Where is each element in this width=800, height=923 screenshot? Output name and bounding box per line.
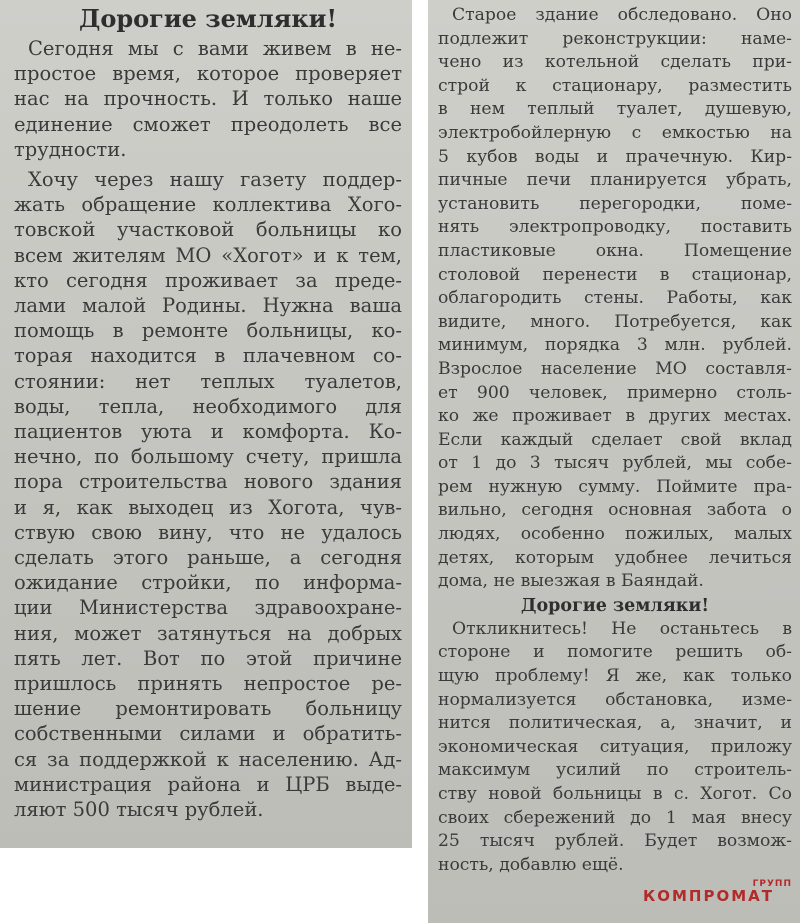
text-line: нас на прочность. И только наше	[14, 87, 402, 111]
text-line: трудности.	[14, 137, 127, 161]
text-line: минимум, порядка 3 млн. рублей.	[438, 335, 792, 356]
text-line: 5 кубов воды и прачечную. Кир-	[438, 146, 792, 167]
column-subheading: Дорогие земляки!	[520, 595, 710, 616]
text-line: детях, которым удобнее лечиться	[438, 547, 792, 568]
text-line: установить перегородки, поме-	[438, 193, 792, 214]
text-line: нечно, по большому счету, пришла	[14, 445, 402, 469]
column-heading: Дорогие земляки!	[78, 4, 338, 33]
text-line: облагородить стены. Работы, как	[438, 288, 792, 309]
text-line: нять электропроводку, поставить	[438, 217, 792, 238]
text-line: Хочу через нашу газету поддер-	[28, 168, 402, 192]
watermark-small-label: ГРУПП	[752, 879, 792, 890]
text-line: пора строительства нового здания	[14, 470, 402, 494]
text-line: кто сегодня проживает за преде-	[14, 268, 402, 292]
text-line: сделать этого раньше, а сегодня	[14, 546, 402, 570]
text-line: пришлось принять непростое ре-	[14, 672, 402, 696]
text-line: стоянии: нет теплых туалетов,	[14, 369, 402, 393]
text-line: 25 тысяч рублей. Будет возмож-	[438, 831, 792, 852]
text-line: воды, тепла, необходимого для	[14, 394, 402, 418]
text-line: всем жителям МО «Хогот» и к тем,	[14, 243, 402, 267]
text-line: торая находится в плачевном со-	[14, 344, 402, 368]
right-newspaper-column	[428, 0, 800, 923]
text-line: чено из котельной сделать при-	[438, 52, 792, 73]
text-line: ко же проживает в других местах.	[438, 406, 792, 427]
text-line: ству новой больницы в с. Хогот. Со	[438, 784, 792, 804]
text-line: столовой перенести в стационар,	[438, 264, 792, 285]
text-line: ся за поддержкой к населению. Ад-	[14, 747, 402, 771]
text-line: лами малой Родины. Нужна ваша	[14, 294, 402, 318]
text-line: жать обращение коллектива Хого-	[14, 193, 402, 217]
text-line: нится политическая, а, значит, и	[438, 713, 792, 734]
text-line: министрация района и ЦРБ выде-	[14, 772, 402, 796]
text-line: пластиковые окна. Помещение	[438, 240, 792, 261]
text-line: пять лет. Вот по этой причине	[14, 646, 402, 670]
text-line: щую проблему! Я же, как только	[438, 666, 792, 687]
text-line: экономическая ситуация, приложу	[438, 736, 792, 757]
text-line: пичные печи планируется убрать,	[438, 170, 792, 191]
text-line: своих сбережений до 1 мая внесу	[438, 807, 792, 828]
text-line: подлежит реконструкции: наме-	[438, 28, 792, 49]
text-line: Взрослое население МО составля-	[438, 358, 792, 379]
text-line: ет 900 человек, примерно столь-	[438, 382, 792, 403]
text-line: нормализуется обстановка, изме-	[438, 689, 792, 710]
text-line: простое время, которое проверяет	[14, 62, 402, 86]
text-line: единение сможет преодолеть все	[14, 112, 402, 136]
right-column-text-bottom	[438, 618, 792, 878]
text-line: строй к стационару, разместить	[438, 75, 792, 96]
text-line: ствую свою вину, что не удалось	[14, 520, 402, 544]
text-line: от 1 до 3 тысяч рублей, мы собе-	[438, 453, 792, 474]
text-line: ции Министерства здравоохране-	[14, 596, 402, 620]
text-line: Откликнитесь! Не останьтесь в	[452, 618, 792, 639]
text-line: собственными силами и обратить-	[14, 722, 402, 746]
text-line: и я, как выходец из Хогота, чув-	[14, 495, 402, 519]
left-column-text	[14, 36, 402, 822]
text-line: ность, добавлю ещё.	[438, 854, 624, 875]
text-line: ожидание стройки, по информа-	[14, 571, 402, 595]
text-line: Старое здание обследовано. Оно	[452, 5, 792, 25]
text-line: помощь в ремонте больницы, ко-	[14, 319, 402, 343]
text-line: ния, может затянуться на добрых	[14, 621, 402, 645]
text-line: максимум усилий по строитель-	[438, 760, 792, 781]
text-line: дома, не выезжая в Баяндай.	[438, 571, 704, 592]
text-line: электробойлерную с емкостью на	[438, 122, 792, 143]
text-line: Если каждый сделает свой вклад	[438, 429, 792, 450]
text-line: шение ремонтировать больницу	[14, 697, 402, 721]
text-line: Сегодня мы с вами живем в не-	[28, 37, 402, 60]
text-line: стороне и помогите решить об-	[438, 642, 792, 663]
text-line: вильно, сегодня основная забота о	[438, 500, 792, 521]
right-column-text-top	[438, 4, 792, 594]
text-line: рем нужную сумму. Поймите пра-	[438, 476, 792, 497]
left-newspaper-column	[0, 0, 412, 848]
text-line: товской участковой больницы ко	[14, 218, 402, 242]
watermark-label: КОМПРОМАТ	[642, 887, 774, 906]
text-line: ляют 500 тысяч рублей.	[14, 798, 264, 822]
text-line: в нем теплый туалет, душевую,	[438, 99, 792, 120]
text-line: видите, много. Потребуется, как	[438, 311, 792, 332]
text-line: пациентов уюта и комфорта. Ко-	[14, 420, 402, 444]
text-line: людях, особенно пожилых, малых	[438, 524, 792, 545]
